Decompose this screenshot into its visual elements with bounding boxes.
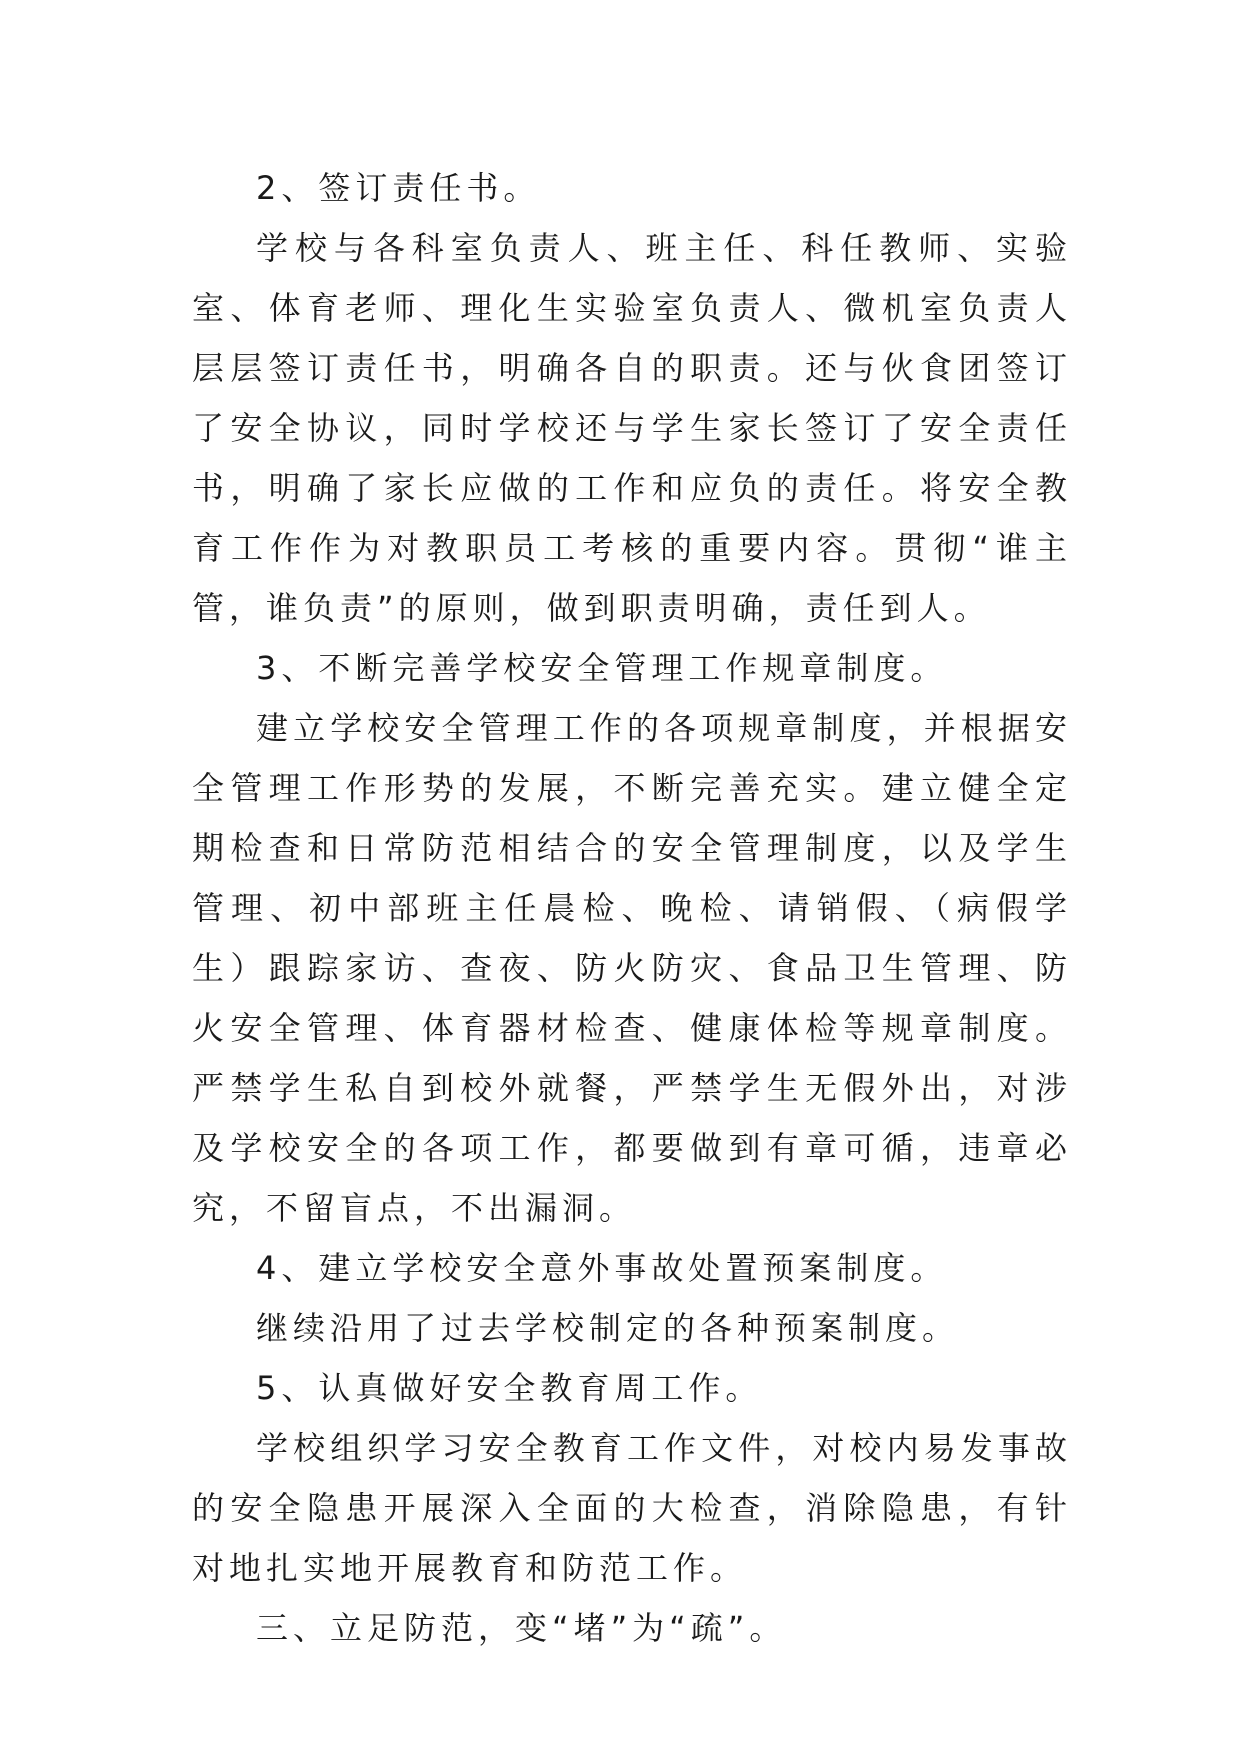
section-heading-4: 4、建立学校安全意外事故处置预案制度。 [256, 1249, 948, 1287]
section-heading-2: 2、签订责任书。 [256, 169, 541, 207]
section-heading-3: 3、不断完善学校安全管理工作规章制度。 [256, 649, 948, 687]
paragraph-responsibility: 学校与各科室负责人、班主任、科任教师、实验室、体育老师、理化生实验室负责人、微机室负责人层层签订责任书，明确各自的职责。还与伙食团签订了安全协议，同时学校还与学生家长签订了安全责任书，明确了家长应做的工作和应负的责任。将安全教育工作作为对教职员工考核的重要内容。贯彻“谁主管，谁负责”的原则，做到职责明确，责任到人。 [192, 229, 1072, 627]
section-heading-three: 三、立足防范，变“堵”为“疏”。 [256, 1609, 787, 1647]
paragraph-contingency: 继续沿用了过去学校制定的各种预案制度。 [256, 1309, 960, 1347]
paragraph-safety-week: 学校组织学习安全教育工作文件，对校内易发事故的安全隐患开展深入全面的大检查，消除隐患，有针对地扎实地开展教育和防范工作。 [192, 1429, 1072, 1587]
paragraph-rules: 建立学校安全管理工作的各项规章制度，并根据安全管理工作形势的发展，不断完善充实。建立健全定期检查和日常防范相结合的安全管理制度，以及学生管理、初中部班主任晨检、晚检、请销假、（病假学生）跟踪家访、查夜、防火防灾、食品卫生管理、防火安全管理、体育器材检查、健康体检等规章制度。严禁学生私自到校外就餐，严禁学生无假外出，对涉及学校安全的各项工作，都要做到有章可循，违章必究，不留盲点，不出漏洞。 [192, 709, 1072, 1227]
section-heading-5: 5、认真做好安全教育周工作。 [256, 1369, 763, 1407]
document-body [192, 158, 1072, 1658]
